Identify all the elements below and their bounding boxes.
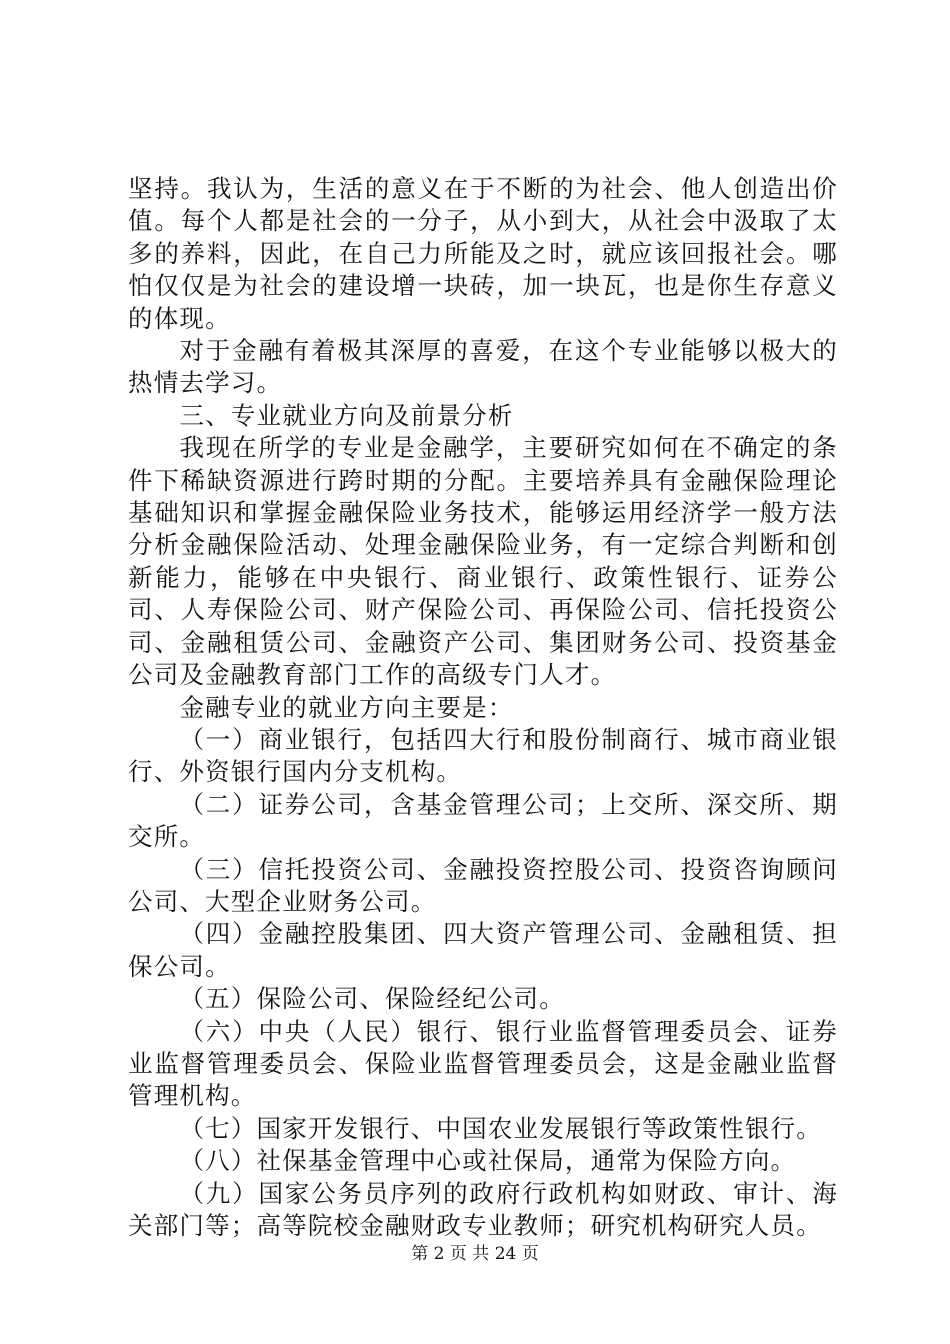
list-item-3: （三）信托投资公司、金融投资控股公司、投资咨询顾问公司、大型企业财务公司。 <box>128 854 838 916</box>
paragraph-4: 金融专业的就业方向主要是： <box>179 692 514 722</box>
list-item-7: （七）国家开发银行、中国农业发展银行等政策性银行。 <box>179 1113 822 1143</box>
list-item-8: （八）社保基金管理中心或社保局，通常为保险方向。 <box>179 1146 797 1176</box>
section-heading: 三、专业就业方向及前景分析 <box>179 400 514 430</box>
list-item-9: （九）国家公务员序列的政府行政机构如财政、审计、海关部门等；高等院校金融财政专业教师；研究机构研究人员。 <box>128 1178 838 1240</box>
list-item-2: （二）证券公司，含基金管理公司；上交所、深交所、期交所。 <box>128 789 838 852</box>
paragraph-3: 我现在所学的专业是金融学，主要研究如何在不确定的条件下稀缺资源进行跨时期的分配。主要培养具有金融保险理论基础知识和掌握金融保险业务技术，能够运用经济学一般方法分析金融保险活动、处理金融保险业务，有一定综合判断和创新能力，能够在中央银行、商业银行、政策性银行、证券公司、人寿保险公司、财产保险公司、再保险公司、信托投资公司、金融租赁公司、金融资产公司、集团财务公司、投资基金公司及金融教育部门工作的高级专门人才。 <box>128 433 838 690</box>
list-item-5: （五）保险公司、保险经纪公司。 <box>179 984 565 1014</box>
paragraph-1: 坚持。我认为，生活的意义在于不断的为社会、他人创造出价值。每个人都是社会的一分子，从小到大，从社会中汲取了太多的养料，因此，在自己力所能及之时，就应该回报社会。哪怕仅仅是为社会的建设增一块砖，加一块瓦，也是你生存意义的体现。 <box>128 174 838 333</box>
list-item-6: （六）中央（人民）银行、银行业监督管理委员会、证券业监督管理委员会、保险业监督管理委员会，这是金融业监督管理机构。 <box>128 1016 838 1111</box>
paragraph-2: 对于金融有着极其深厚的喜爱，在这个专业能够以极大的热情去学习。 <box>128 336 838 398</box>
page-number-footer: 第 2 页 共 24 页 <box>411 1244 539 1264</box>
list-item-4: （四）金融控股集团、四大资产管理公司、金融租赁、担保公司。 <box>128 919 838 981</box>
list-item-1: （一）商业银行，包括四大行和股份制商行、城市商业银行、外资银行国内分支机构。 <box>128 724 838 787</box>
document-body <box>128 173 838 1242</box>
